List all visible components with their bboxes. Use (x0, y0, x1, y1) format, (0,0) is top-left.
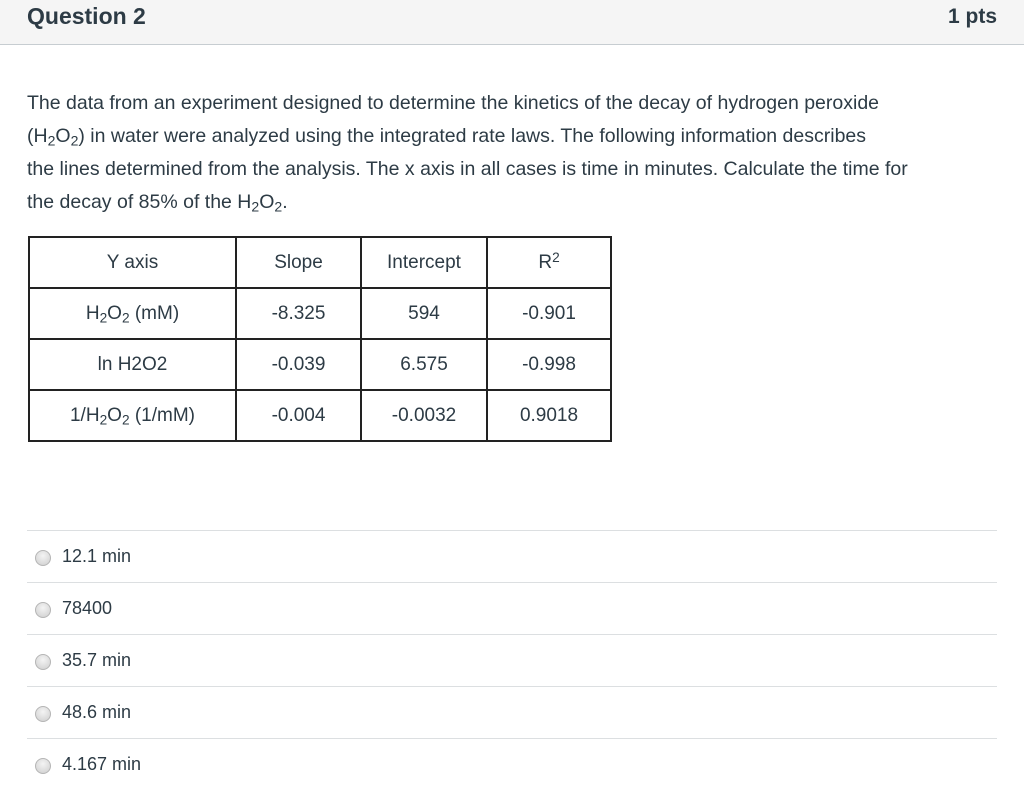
question-line-1: The data from an experiment designed to determine the kinetics of the decay of hydrogen peroxide (27, 92, 880, 114)
header-slope: Slope (236, 237, 361, 288)
answer-label[interactable]: 48.6 min (62, 702, 132, 722)
radio-button[interactable] (35, 654, 51, 670)
answer-option[interactable] (27, 582, 997, 634)
question-title: Question 2 (27, 3, 146, 29)
answer-option[interactable] (27, 686, 997, 738)
answer-label[interactable]: 4.167 min (62, 754, 142, 774)
answer-option[interactable] (27, 738, 997, 790)
row-intercept: 594 (361, 288, 487, 339)
row-slope: -0.039 (236, 339, 361, 390)
answer-label[interactable]: 12.1 min (62, 546, 132, 566)
answer-label[interactable]: 78400 (62, 598, 113, 618)
row-slope: -8.325 (236, 288, 361, 339)
row-intercept: 6.575 (361, 339, 487, 390)
row-r-squared: -0.998 (487, 339, 611, 390)
row-intercept: -0.0032 (361, 390, 487, 441)
radio-button[interactable] (35, 758, 51, 774)
table-row (29, 288, 611, 339)
row-label: ln H2O2 (29, 339, 236, 390)
table-header-row (29, 237, 611, 288)
radio-button[interactable] (35, 706, 51, 722)
answer-label[interactable]: 35.7 min (62, 650, 132, 670)
data-table (28, 236, 612, 442)
answer-list (27, 530, 997, 790)
row-r-squared: -0.901 (487, 288, 611, 339)
answer-option[interactable] (27, 530, 997, 582)
header-y-axis: Y axis (29, 237, 236, 288)
row-label: $1/H_2O_2$ (1/mM) (29, 390, 236, 441)
radio-button[interactable] (35, 602, 51, 618)
header-intercept: Intercept (361, 237, 487, 288)
table-row (29, 339, 611, 390)
question-line-4: the decay of 85% of the $H_2O_2$. (27, 191, 288, 215)
question-points: 1 pts (947, 5, 997, 28)
header-r-squared: $R^2$ (487, 237, 611, 288)
row-r-squared: 0.9018 (487, 390, 611, 441)
answer-option[interactable] (27, 634, 997, 686)
question-line-2: $(H_2O_2)$ in water were analyzed using the integrated rate laws. The following information describes (27, 125, 867, 149)
radio-button[interactable] (35, 550, 51, 566)
row-label: $H_2O_2$ (mM) (29, 288, 236, 339)
table-row (29, 390, 611, 441)
question-header (0, 0, 1024, 45)
row-slope: -0.004 (236, 390, 361, 441)
question-line-3: the lines determined from the analysis. The x axis in all cases is time in minutes. Calculate the time for (27, 158, 908, 180)
question-text (27, 87, 1002, 219)
